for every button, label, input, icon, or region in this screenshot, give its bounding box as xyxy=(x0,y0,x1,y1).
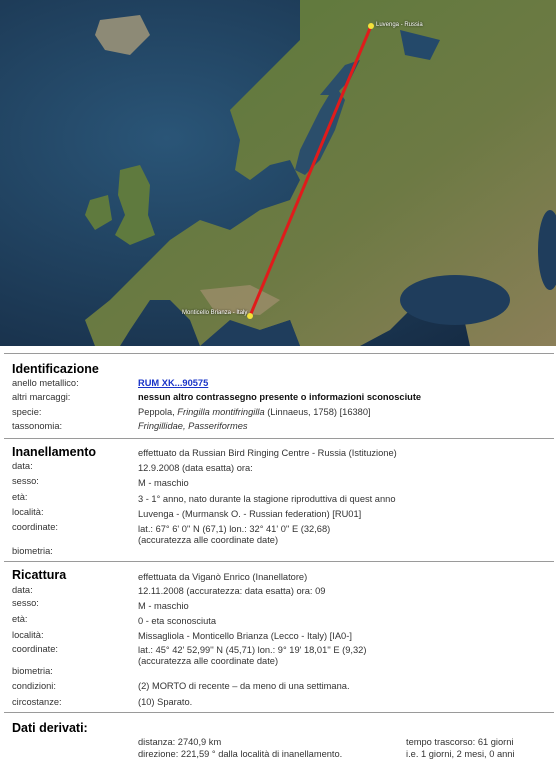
black-sea xyxy=(400,275,510,325)
map-view[interactable] xyxy=(0,0,556,346)
ringing-loc-value: Luvenga - (Murmansk O. - Russian federation) [RU01] xyxy=(138,509,362,519)
ring-link[interactable]: RUM XK...90575 xyxy=(138,378,209,388)
recovery-coord-label: coordinate: xyxy=(12,644,58,654)
derived-direction: direzione: 221,59 ° dalla località di inanellamento. xyxy=(138,749,343,759)
taxonomy-value: Fringillidae, Passeriformes xyxy=(138,421,248,431)
end-label: Monticello Brianza - Italy xyxy=(182,310,248,316)
recovery-circ-value: (10) Sparato. xyxy=(138,697,193,707)
divider xyxy=(4,712,554,713)
recovery-age-value: 0 - eta sconosciuta xyxy=(138,616,217,626)
recovery-loc-value: Missagliola - Monticello Brianza (Lecco - Italy) [IA0-] xyxy=(138,631,352,641)
recovery-cond-value: (2) MORTO di recente – da meno di una settimana. xyxy=(138,681,350,691)
map-image xyxy=(0,0,556,346)
derived-elapsed: tempo trascorso: 61 giorni xyxy=(406,737,514,747)
section-dati-derivati: Dati derivati: xyxy=(12,721,88,735)
recovery-loc-label: località: xyxy=(12,630,44,640)
ringing-age-value: 3 - 1° anno, nato durante la stagione riproduttiva di quest anno xyxy=(138,494,396,504)
ringing-coord-label: coordinate: xyxy=(12,522,58,532)
section-identificazione: Identificazione xyxy=(12,362,99,376)
ringing-loc-label: località: xyxy=(12,507,44,517)
derived-distance: distanza: 2740,9 km xyxy=(138,737,222,747)
recovery-cond-label: condizioni: xyxy=(12,681,56,691)
recovery-coord-note: (accuratezza alle coordinate date) xyxy=(138,656,279,666)
divider xyxy=(4,353,554,354)
ringing-age-label: età: xyxy=(12,492,28,502)
taxonomy-label: tassonomia: xyxy=(12,421,63,431)
start-marker[interactable] xyxy=(368,23,374,29)
species-common: Peppola, xyxy=(138,407,178,417)
divider xyxy=(4,561,554,562)
ringing-coord-value: lat.: 67° 6' 0'' N (67,1) lon.: 32° 41' 0'' E (32,68) xyxy=(138,524,331,534)
ringing-by: effettuato da Russian Bird Ringing Centre - Russia (Istituzione) xyxy=(138,448,397,458)
other-marks-label: altri marcaggi: xyxy=(12,392,71,402)
other-marks-value: nessun altro contrassegno presente o informazioni sconosciute xyxy=(138,392,422,402)
recovery-sex-label: sesso: xyxy=(12,598,39,608)
recovery-bio-label: biometria: xyxy=(12,666,53,676)
ringing-sex-value: M - maschio xyxy=(138,478,189,488)
section-ricattura: Ricattura xyxy=(12,568,67,582)
species-value xyxy=(138,407,371,417)
species-latin: Fringilla montifringilla xyxy=(177,407,265,417)
ringing-coord-note: (accuratezza alle coordinate date) xyxy=(138,535,279,545)
recovery-date-label: data: xyxy=(12,585,33,595)
ringing-bio-label: biometria: xyxy=(12,546,53,556)
start-label: Luvenga - Russia xyxy=(376,22,423,28)
ringing-sex-label: sesso: xyxy=(12,476,39,486)
recovery-age-label: età: xyxy=(12,614,28,624)
section-inanellamento: Inanellamento xyxy=(12,445,97,459)
species-rest: (Linnaeus, 1758) [16380] xyxy=(264,407,371,417)
recovery-sex-value: M - maschio xyxy=(138,601,189,611)
ringing-date-value: 12.9.2008 (data esatta) ora: xyxy=(138,463,253,473)
recovery-by: effettuata da Viganò Enrico (Inanellatore) xyxy=(138,572,308,582)
recovery-date-value: 12.11.2008 (accuratezza: data esatta) ora: 09 xyxy=(138,586,326,596)
divider xyxy=(4,438,554,439)
ringing-report xyxy=(0,346,556,768)
species-label: specie: xyxy=(12,407,42,417)
ringing-date-label: data: xyxy=(12,461,33,471)
recovery-coord-value: lat.: 45° 42' 52,99'' N (45,71) lon.: 9° 19' 18,01'' E (9,32) xyxy=(138,645,367,655)
recovery-circ-label: circostanze: xyxy=(12,697,62,707)
derived-elapsed-detail: i.e. 1 giorni, 2 mesi, 0 anni xyxy=(406,749,515,759)
end-marker[interactable] xyxy=(247,313,253,319)
ring-label: anello metallico: xyxy=(12,378,79,388)
